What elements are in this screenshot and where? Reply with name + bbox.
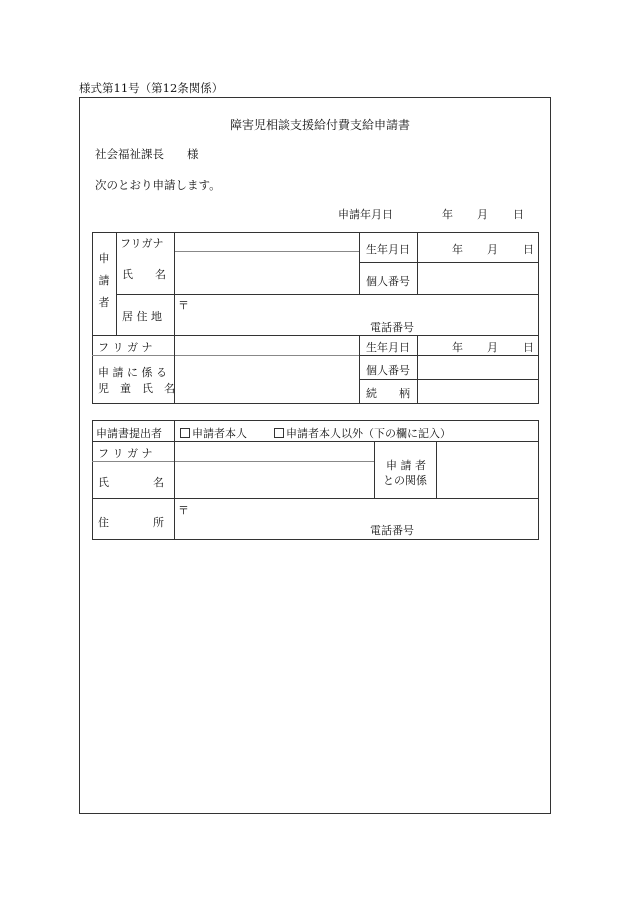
child-furigana-field[interactable] [176, 337, 357, 353]
child-name-field[interactable] [176, 357, 357, 402]
applicant-name-label: 氏 名 [122, 268, 166, 281]
submitter-furigana-field[interactable] [176, 443, 372, 459]
child-personal-number-label: 個人番号 [366, 364, 410, 377]
child-birth-month[interactable]: 月 [487, 341, 498, 354]
submitter-option-self-label: 申請者本人 [192, 427, 247, 440]
child-birth-label: 生年月日 [366, 341, 410, 354]
row-line [359, 379, 539, 380]
child-relationship-label: 続 柄 [366, 387, 410, 400]
applicant-address-field[interactable] [190, 296, 537, 316]
submitter-phone-label: 電話番号 [370, 524, 414, 537]
submitter-relation-field[interactable] [438, 443, 537, 496]
col-line [174, 232, 175, 404]
submitter-postal-mark: 〒 [178, 504, 189, 517]
form-number: 様式第11号（第12条関係） [79, 81, 224, 95]
applicant-group-char: 申 [98, 252, 110, 265]
row-line [92, 461, 374, 462]
applicant-phone-label: 電話番号 [370, 321, 414, 334]
col-line [174, 420, 175, 540]
addressee: 社会福祉課長 様 [95, 147, 199, 161]
applicant-postal-mark: 〒 [178, 299, 189, 312]
submitter-relation-label-line2: との関係 [383, 474, 427, 487]
row-line [92, 355, 359, 356]
row-line [92, 335, 539, 336]
applicant-address-label: 居 住 地 [122, 310, 162, 323]
row-line [174, 251, 359, 252]
row-line [359, 262, 539, 263]
submitter-label: 申請書提出者 [96, 427, 162, 440]
submitter-option-other-label: 申請者本人以外（下の欄に記入） [286, 427, 451, 440]
col-line [359, 232, 360, 294]
submitter-address-label: 住 所 [98, 516, 164, 529]
child-relationship-field[interactable] [419, 381, 537, 402]
submitter-option-other[interactable] [274, 425, 451, 441]
col-line [359, 335, 360, 404]
submitter-option-self[interactable] [180, 425, 247, 441]
applicant-birth-label: 生年月日 [366, 243, 410, 256]
child-personal-number-field[interactable] [419, 357, 537, 377]
applicant-furigana-label: フリガナ [120, 237, 164, 250]
applicant-personal-number-field[interactable] [419, 264, 537, 292]
col-line [436, 441, 437, 498]
applicant-furigana-field[interactable] [176, 234, 357, 250]
row-line [92, 441, 539, 442]
intro-text: 次のとおり申請します。 [95, 178, 221, 192]
applicant-group-char: 者 [98, 296, 110, 309]
applicant-group-char: 請 [98, 274, 110, 287]
child-name-label-line1: 申 請 に 係 る [98, 366, 167, 379]
submitter-name-label: 氏 名 [98, 476, 164, 489]
applicant-birth-month[interactable]: 月 [487, 243, 498, 256]
application-date-month[interactable]: 月 [477, 208, 488, 221]
col-line [417, 335, 418, 404]
application-date-label: 申請年月日 [338, 208, 393, 221]
col-line [116, 232, 117, 335]
applicant-birth-day[interactable]: 日 [523, 243, 534, 256]
child-birth-year[interactable]: 年 [452, 341, 463, 354]
applicant-personal-number-label: 個人番号 [366, 275, 410, 288]
child-name-label-line2: 児 童 氏 名 [98, 382, 175, 395]
child-birth-day[interactable]: 日 [523, 341, 534, 354]
application-date-day[interactable]: 日 [513, 208, 524, 221]
submitter-relation-label-line1: 申 請 者 [386, 459, 426, 472]
row-line [359, 355, 539, 356]
applicant-birth-year[interactable]: 年 [452, 243, 463, 256]
checkbox-icon[interactable] [274, 428, 284, 438]
form-title: 障害児相談支援給付費支給申請書 [230, 118, 411, 132]
submitter-furigana-label: フ リ ガ ナ [98, 447, 153, 460]
checkbox-icon[interactable] [180, 428, 190, 438]
child-furigana-label: フ リ ガ ナ [98, 341, 153, 354]
applicant-name-field[interactable] [176, 253, 357, 293]
col-line [417, 232, 418, 294]
row-line [92, 498, 539, 499]
submitter-address-field[interactable] [190, 501, 537, 519]
col-line [374, 441, 375, 498]
submitter-name-field[interactable] [176, 463, 372, 496]
row-line [116, 294, 539, 295]
application-date-year[interactable]: 年 [442, 208, 453, 221]
